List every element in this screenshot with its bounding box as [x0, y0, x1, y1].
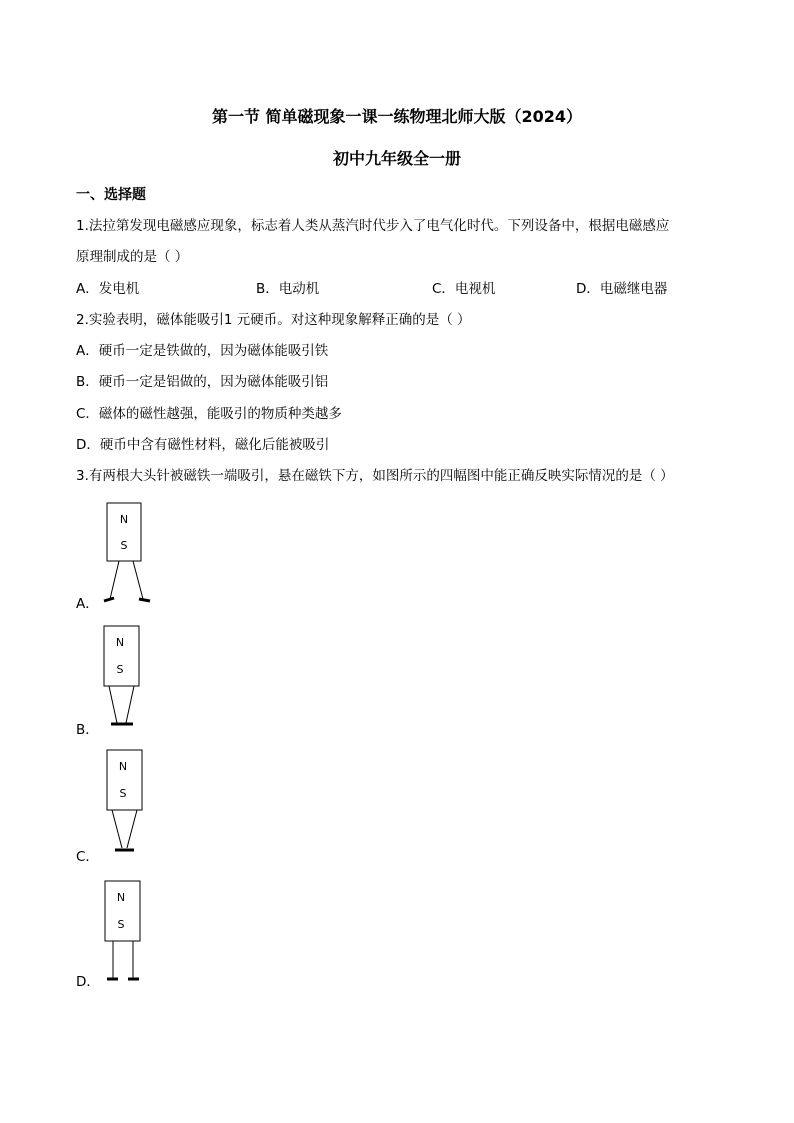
- document-subtitle: 初中九年级全一册: [332, 149, 461, 168]
- question-2-option-d[interactable]: D．硬币中含有磁性材料，磁化后能被吸引: [76, 437, 330, 453]
- question-3-option-d[interactable]: [76, 878, 196, 993]
- figure-a-pin-left-head: [104, 598, 114, 601]
- figure-b-magnet: [104, 626, 139, 686]
- question-2-option-c[interactable]: C．磁体的磁性越强，能吸引的物质种类越多: [76, 406, 342, 422]
- figure-b-diagram: [76, 623, 196, 738]
- option-b-label: B．: [76, 722, 99, 738]
- question-3-option-c[interactable]: [76, 747, 196, 865]
- figure-d-north-label: N: [116, 891, 126, 904]
- option-d-label: D．: [76, 974, 100, 990]
- figure-a-north-label: N: [119, 513, 129, 526]
- figure-a-pin-right-head: [139, 599, 150, 601]
- section-heading: 一、选择题: [76, 187, 146, 203]
- question-1-option-d[interactable]: D．电磁继电器: [576, 281, 668, 297]
- figure-a-magnet: [107, 503, 141, 561]
- question-1-option-a[interactable]: A．发电机: [76, 281, 140, 297]
- question-3-option-a[interactable]: [76, 500, 196, 615]
- figure-c-north-label: N: [118, 760, 128, 773]
- question-2-option-b[interactable]: B．硬币一定是铝做的，因为磁体能吸引铝: [76, 374, 329, 390]
- option-c-label: C．: [76, 849, 99, 865]
- question-2-stem: 2.实验表明，磁体能吸引1 元硬币。对这种现象解释正确的是（ ）: [76, 312, 471, 328]
- figure-d-south-label: S: [117, 918, 125, 931]
- figure-b-north-label: N: [115, 636, 125, 649]
- figure-c-magnet: [107, 750, 142, 810]
- figure-c-south-label: S: [119, 787, 127, 800]
- figure-c-pin-right: [127, 810, 137, 848]
- question-1-stem-line2: 原理制成的是（ ）: [76, 249, 189, 265]
- question-2-option-a[interactable]: A．硬币一定是铁做的，因为磁体能吸引铁: [76, 343, 329, 359]
- figure-d-magnet: [105, 881, 140, 941]
- option-a-label: A．: [76, 596, 99, 612]
- question-1-option-c[interactable]: C．电视机: [432, 281, 496, 297]
- figure-b-south-label: S: [116, 663, 124, 676]
- question-3-stem: 3.有两根大头针被磁铁一端吸引，悬在磁铁下方，如图所示的四幅图中能正确反映实际情况的是（ ）: [76, 468, 674, 484]
- figure-a-south-label: S: [120, 539, 128, 552]
- figure-a-diagram: [76, 500, 196, 615]
- figure-d-diagram: [76, 878, 196, 993]
- document-title: 第一节 简单磁现象一课一练物理北师大版（2024）: [211, 107, 583, 126]
- figure-b-pin-left: [109, 686, 117, 723]
- question-3-option-b[interactable]: [76, 623, 196, 738]
- figure-c-diagram: [76, 747, 196, 862]
- figure-a-pin-left: [110, 561, 119, 599]
- figure-c-pin-left: [112, 810, 122, 848]
- question-1-option-b[interactable]: B．电动机: [256, 281, 320, 297]
- figure-b-pin-right: [126, 686, 134, 723]
- figure-a-pin-right: [133, 561, 143, 599]
- question-1-stem-line1: 1.法拉第发现电磁感应现象，标志着人类从蒸汽时代步入了电气化时代。下列设备中，根据电磁感应: [76, 218, 670, 234]
